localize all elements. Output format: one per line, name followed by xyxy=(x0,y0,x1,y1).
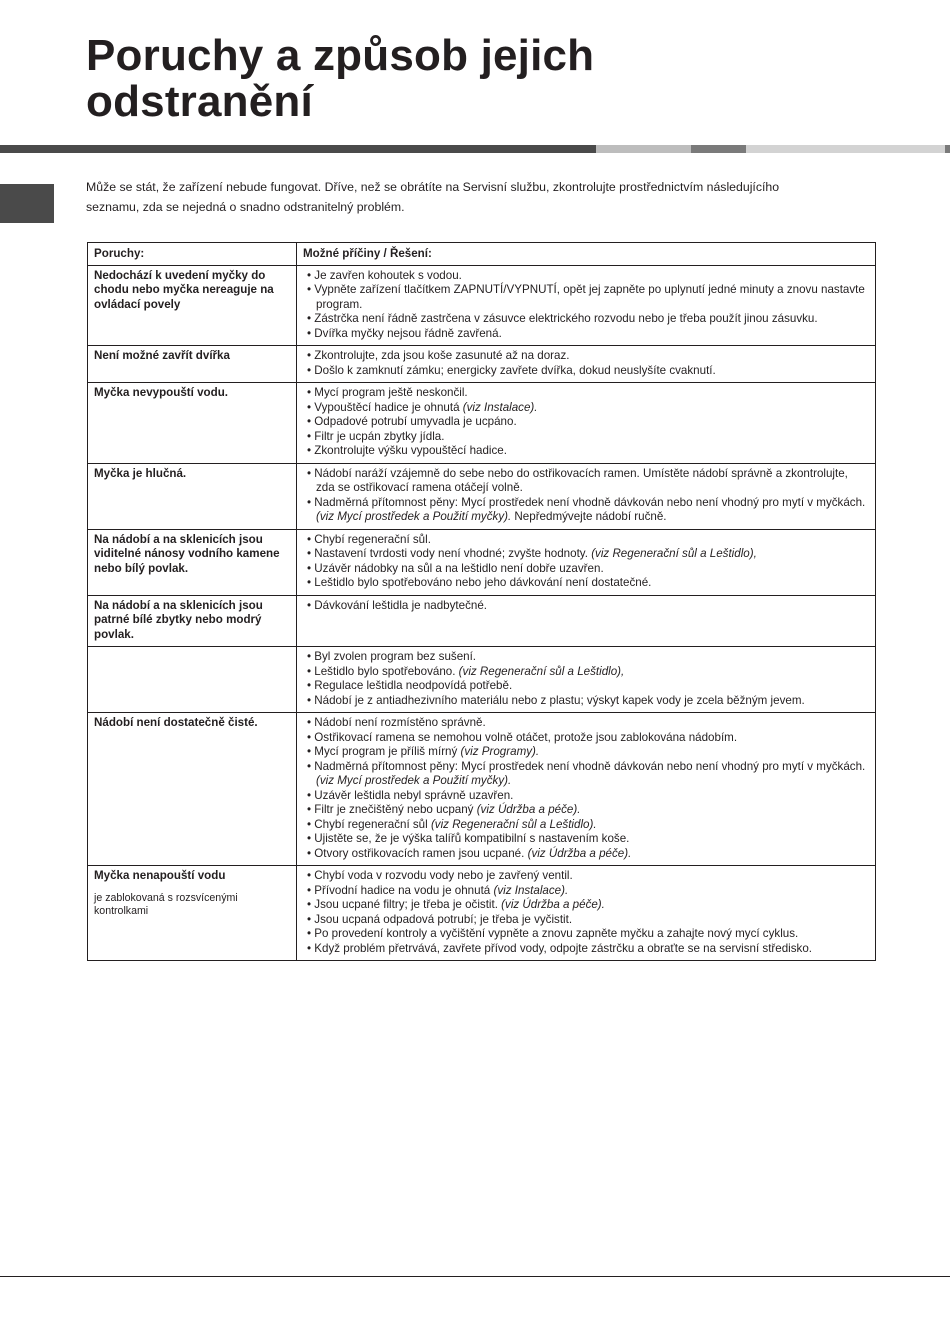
solution-text: • Byl zvolen program bez sušení. xyxy=(307,650,477,663)
solution-text: • Chybí regenerační sůl. xyxy=(307,532,431,546)
solution-reference: (viz Údržba a péče). xyxy=(476,803,581,816)
solution-reference: (viz Údržba a péče). xyxy=(501,898,605,911)
table-row xyxy=(88,463,876,529)
solution-item xyxy=(302,913,869,928)
table-row xyxy=(88,595,876,647)
solution-text: • Dvířka myčky nejsou řádně zavřená. xyxy=(307,326,502,340)
header-causes: Možné příčiny / Řešení: xyxy=(297,243,876,266)
solution-item xyxy=(302,716,869,731)
problem-cell xyxy=(88,529,297,595)
solution-item xyxy=(302,731,869,746)
solution-text: • Chybí regenerační sůl xyxy=(307,817,431,831)
solutions-cell xyxy=(297,529,876,595)
solution-text: • Po provedení kontroly a vyčištění vypněte a znovu zapněte myčku a zahajte nový mycí cyklus. xyxy=(307,927,799,940)
problem-text: Na nádobí a na sklenicích jsou patrné bílé zbytky nebo modrý povlak. xyxy=(94,598,263,641)
problem-cell xyxy=(88,713,297,866)
solution-text: • Otvory ostřikovacích ramen jsou ucpané. xyxy=(307,846,528,860)
solution-item xyxy=(302,789,869,804)
solutions-cell xyxy=(297,346,876,383)
solution-item xyxy=(302,898,869,913)
solution-item xyxy=(302,496,869,525)
problem-text: Myčka nenapouští vodu xyxy=(94,869,226,882)
intro-paragraph: Může se stát, že zařízení nebude fungovat. Dříve, než se obrátíte na Servisní službu, zkontrolujte prostřednictvím následujícího seznamu, zda se nejedná o snadno odstranitelný problém. xyxy=(86,180,780,214)
table-row xyxy=(88,383,876,464)
solution-text: • Leštidlo bylo spotřebováno. xyxy=(307,664,459,678)
solution-reference: (viz Regenerační sůl a Leštidlo), xyxy=(591,547,757,560)
solution-reference: (viz Údržba a péče). xyxy=(527,846,632,860)
table-row xyxy=(88,713,876,866)
solution-item xyxy=(302,349,869,364)
solution-text: • Vypouštěcí hadice je ohnutá xyxy=(307,400,463,414)
solution-text: • Nádobí naráží vzájemně do sebe nebo do ostřikovacích ramen. Umístěte nádobí správně a zkontrolujte, zda se ostřikovací ramena otáčejí volně. xyxy=(307,466,848,494)
solution-item xyxy=(302,942,869,957)
solution-item xyxy=(302,430,869,445)
solution-item xyxy=(302,869,869,884)
solution-item xyxy=(302,745,869,760)
solution-item xyxy=(302,884,869,899)
solution-text: • Mycí program je příliš mírný xyxy=(307,745,461,758)
troubleshooting-table xyxy=(87,242,876,961)
solution-text: • Zkontrolujte výšku vypouštěcí hadice. xyxy=(307,444,507,457)
problem-text: Nedochází k uvedení myčky do chodu nebo myčka nereaguje na ovládací povely xyxy=(94,268,274,311)
solution-item xyxy=(302,803,869,818)
solution-text: • Jsou ucpané filtry; je třeba je očistit. xyxy=(307,898,502,911)
problem-cell xyxy=(88,866,297,961)
solution-text: • Odpadové potrubí umyvadla je ucpáno. xyxy=(307,415,517,428)
problem-text: Myčka je hlučná. xyxy=(94,466,187,480)
solution-item xyxy=(302,562,869,577)
solution-item xyxy=(302,818,869,833)
solution-item xyxy=(302,467,869,496)
solution-text: • Nádobí je z antiadhezivního materiálu nebo z plastu; výskyt kapek vody je zcela běžným jevem. xyxy=(307,693,805,707)
solution-item xyxy=(302,364,869,379)
solution-reference: (viz Mycí prostředek a Použití myčky). xyxy=(316,774,512,787)
solution-text: • Nádobí není rozmístěno správně. xyxy=(307,716,486,729)
solution-item xyxy=(302,269,869,284)
solution-item xyxy=(302,444,869,459)
solutions-cell xyxy=(297,383,876,464)
solutions-cell xyxy=(297,595,876,647)
problem-text: Myčka nevypouští vodu. xyxy=(94,386,229,399)
problem-cell xyxy=(88,595,297,647)
problem-text: Nádobí není dostatečně čisté. xyxy=(94,716,258,729)
solution-item xyxy=(302,283,869,312)
title-line-2: odstranění xyxy=(86,77,313,126)
solution-reference: (viz Regenerační sůl a Leštidlo), xyxy=(458,664,625,678)
table-body xyxy=(88,265,876,961)
solution-item xyxy=(302,386,869,401)
solution-text: • Jsou ucpaná odpadová potrubí; je třeba je vyčistit. xyxy=(307,912,573,926)
problem-cell xyxy=(88,265,297,346)
language-side-tab xyxy=(0,184,54,223)
table-row xyxy=(88,529,876,595)
solution-text: • Zástrčka není řádně zastrčena v zásuvce elektrického rozvodu nebo je třeba použít jinou zásuvku. xyxy=(307,312,818,325)
solution-item xyxy=(302,401,869,416)
solution-text: • Dávkování leštidla je nadbytečné. xyxy=(307,598,488,612)
solution-item xyxy=(302,576,869,591)
problem-cell xyxy=(88,647,297,713)
problem-text: Na nádobí a na sklenicích jsou viditelné nánosy vodního kamene nebo bílý povlak. xyxy=(94,532,280,575)
solutions-cell xyxy=(297,866,876,961)
solution-text: • Uzávěr leštidla nebyl správně uzavřen. xyxy=(307,788,514,802)
solution-item xyxy=(302,679,869,694)
solutions-cell xyxy=(297,463,876,529)
solution-text: • Nastavení tvrdosti vody není vhodné; zvyšte hodnoty. xyxy=(307,547,592,560)
solution-item xyxy=(302,650,869,665)
problem-text: Není možné zavřít dvířka xyxy=(94,349,230,362)
solution-item xyxy=(302,415,869,430)
solutions-cell xyxy=(297,713,876,866)
header-bar-end xyxy=(945,145,950,153)
solution-text-after: Nepředmývejte nádobí ručně. xyxy=(511,510,667,523)
solution-item xyxy=(302,312,869,327)
solutions-cell xyxy=(297,265,876,346)
table-row xyxy=(88,346,876,383)
problem-cell xyxy=(88,383,297,464)
solution-item xyxy=(302,760,869,789)
solutions-cell xyxy=(297,647,876,713)
header-problems: Poruchy: xyxy=(88,243,297,266)
solution-text: • Uzávěr nádobky na sůl a na leštidlo není dobře uzavřen. xyxy=(307,561,604,575)
solution-text: • Ujistěte se, že je výška talířů kompatibilní s nastavením koše. xyxy=(307,832,630,845)
solution-text: • Regulace leštidla neodpovídá potřebě. xyxy=(307,679,513,692)
problem-cell xyxy=(88,346,297,383)
solution-text: • Je zavřen kohoutek s vodou. xyxy=(307,268,462,282)
footer-rule xyxy=(0,1276,950,1277)
solution-text: • Ostřikovací ramena se nemohou volně otáčet, protože jsou zablokována nádobím. xyxy=(307,730,738,744)
solution-item xyxy=(302,694,869,709)
solution-item xyxy=(302,327,869,342)
solution-text: • Mycí program ještě neskončil. xyxy=(307,386,468,399)
solution-reference: (viz Mycí prostředek a Použití myčky). xyxy=(316,510,512,523)
page-title xyxy=(86,33,594,125)
solution-text: • Když problém přetrvává, zavřete přívod vody, odpojte zástrčku a obraťte se na servisní středisko. xyxy=(307,941,813,955)
header-bar-light-2 xyxy=(746,145,945,153)
solution-text: • Filtr je znečištěný nebo ucpaný xyxy=(307,803,477,816)
table-header-row xyxy=(88,243,876,266)
solution-text: • Došlo k zamknutí zámku; energicky zavřete dvířka, dokud neuslyšíte cvaknutí. xyxy=(307,363,716,377)
solution-item xyxy=(302,832,869,847)
solution-reference: (viz Instalace). xyxy=(493,883,569,897)
solution-text: • Vypněte zařízení tlačítkem ZAPNUTÍ/VYPNUTÍ, opět jej zapněte po uplynutí jedné minuty a znovu nastavte program. xyxy=(307,283,865,311)
solution-text: • Chybí voda v rozvodu vody nebo je zavřený ventil. xyxy=(307,869,573,882)
table-row xyxy=(88,265,876,346)
solution-reference: (viz Programy). xyxy=(460,745,540,758)
solution-item xyxy=(302,665,869,680)
solution-text: • Filtr je ucpán zbytky jídla. xyxy=(307,429,445,443)
solution-text: • Zkontrolujte, zda jsou koše zasunuté až na doraz. xyxy=(307,349,570,362)
solution-item xyxy=(302,927,869,942)
header-bar-light-1 xyxy=(596,145,691,153)
solution-reference: (viz Regenerační sůl a Leštidlo). xyxy=(430,817,597,831)
solution-item xyxy=(302,599,869,614)
solution-item xyxy=(302,547,869,562)
solution-text: • Přívodní hadice na vodu je ohnutá xyxy=(307,883,494,897)
solution-item xyxy=(302,847,869,862)
solution-reference: (viz Instalace). xyxy=(462,400,538,414)
title-line-1: Poruchy a způsob jejich xyxy=(86,31,595,80)
solution-text: • Nadměrná přítomnost pěny: Mycí prostředek není vhodně dávkován nebo není vhodný pro mytí v myčkách. xyxy=(307,759,866,773)
table-row xyxy=(88,647,876,713)
solution-text: • Nadměrná přítomnost pěny: Mycí prostředek není vhodně dávkován nebo není vhodný pro mytí v myčkách. xyxy=(307,495,866,509)
solution-item xyxy=(302,533,869,548)
header-bar-dark xyxy=(0,145,596,153)
table-row xyxy=(88,866,876,961)
problem-cell xyxy=(88,463,297,529)
problem-note: je zablokovaná s rozsvícenými kontrolkami xyxy=(94,891,238,917)
solution-text: • Leštidlo bylo spotřebováno nebo jeho dávkování není dostatečné. xyxy=(307,576,652,589)
header-bar-mid xyxy=(691,145,746,153)
